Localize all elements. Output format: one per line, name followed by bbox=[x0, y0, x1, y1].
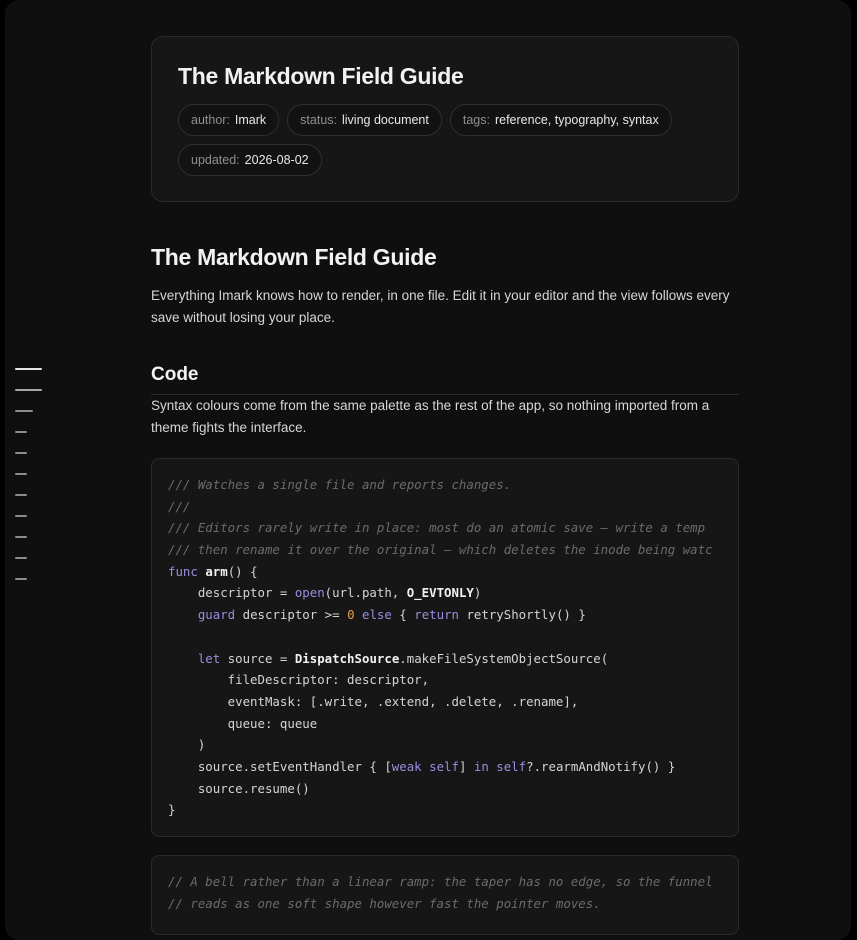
frontmatter-title: The Markdown Field Guide bbox=[178, 63, 464, 89]
chip-key: status: bbox=[300, 113, 337, 127]
code-line: descriptor = open(url.path, O_EVTONLY) bbox=[168, 585, 482, 601]
chip-key: author: bbox=[191, 113, 230, 127]
chip-key: tags: bbox=[462, 113, 490, 127]
chip-updated bbox=[178, 144, 322, 176]
code-line: func arm() { bbox=[168, 563, 258, 579]
chip-value: Imark bbox=[234, 113, 267, 127]
code-line: fileDescriptor: descriptor, bbox=[168, 672, 430, 688]
code-line: } bbox=[168, 802, 176, 818]
chip-status bbox=[287, 104, 442, 136]
code-line: /// Watches a single file and reports changes. bbox=[168, 477, 512, 492]
chip-key: updated: bbox=[191, 153, 240, 167]
code-line: queue: queue bbox=[168, 715, 318, 731]
outline-tick[interactable] bbox=[15, 410, 33, 412]
chip-tags bbox=[450, 104, 672, 136]
chip-value: living document bbox=[342, 113, 429, 127]
chip-author bbox=[178, 104, 279, 136]
outline-tick[interactable] bbox=[15, 494, 27, 496]
code-line: // A bell rather than a linear ramp: the taper has no edge, so the funnel bbox=[168, 874, 713, 889]
chip-value: 2026-08-02 bbox=[244, 153, 309, 167]
code-line: eventMask: [.write, .extend, .delete, .rename], bbox=[168, 693, 579, 709]
code-block[interactable] bbox=[151, 458, 739, 837]
intro-paragraph: Everything Imark knows how to render, in one file. Edit it in your editor and the view follows every save without losing your place. bbox=[151, 288, 730, 325]
code-line: source.setEventHandler { [weak self] in self?.rearmAndNotify() } bbox=[168, 758, 676, 774]
outline-tick[interactable] bbox=[15, 431, 27, 433]
frontmatter-chips bbox=[178, 104, 712, 176]
code-line: guard descriptor >= 0 else { return retryShortly() } bbox=[197, 607, 586, 623]
frontmatter-card bbox=[151, 36, 739, 202]
document-content bbox=[151, 36, 739, 935]
outline-tick[interactable] bbox=[15, 452, 27, 454]
section-heading-code: Code bbox=[151, 364, 739, 395]
outline-tick[interactable] bbox=[15, 578, 27, 580]
outline-rail[interactable] bbox=[15, 368, 55, 599]
code-line: // reads as one soft shape however fast the pointer moves. bbox=[168, 895, 601, 911]
chip-value: reference, typography, syntax bbox=[494, 113, 659, 127]
code-block[interactable] bbox=[151, 855, 739, 935]
outline-tick[interactable] bbox=[15, 515, 27, 517]
outline-tick-active[interactable] bbox=[15, 368, 42, 370]
outline-tick[interactable] bbox=[15, 389, 42, 391]
code-line: /// Editors rarely write in place: most do an atomic save — write a temp bbox=[168, 520, 706, 536]
outline-tick[interactable] bbox=[15, 557, 27, 559]
document-heading: The Markdown Field Guide bbox=[151, 244, 437, 270]
app-window bbox=[5, 0, 851, 940]
code-section-paragraph: Syntax colours come from the same palette as the rest of the app, so nothing imported from a theme fights the interface. bbox=[151, 398, 710, 435]
outline-tick[interactable] bbox=[15, 473, 27, 475]
code-line: let source = DispatchSource.makeFileSystemObjectSource( bbox=[197, 650, 609, 666]
code-line: /// then rename it over the original — which deletes the inode being watc bbox=[168, 542, 713, 558]
outline-tick[interactable] bbox=[15, 536, 27, 538]
code-line: /// bbox=[168, 498, 191, 514]
code-line: source.resume() bbox=[168, 780, 310, 796]
code-line: ) bbox=[168, 737, 206, 753]
code-line bbox=[168, 626, 738, 648]
